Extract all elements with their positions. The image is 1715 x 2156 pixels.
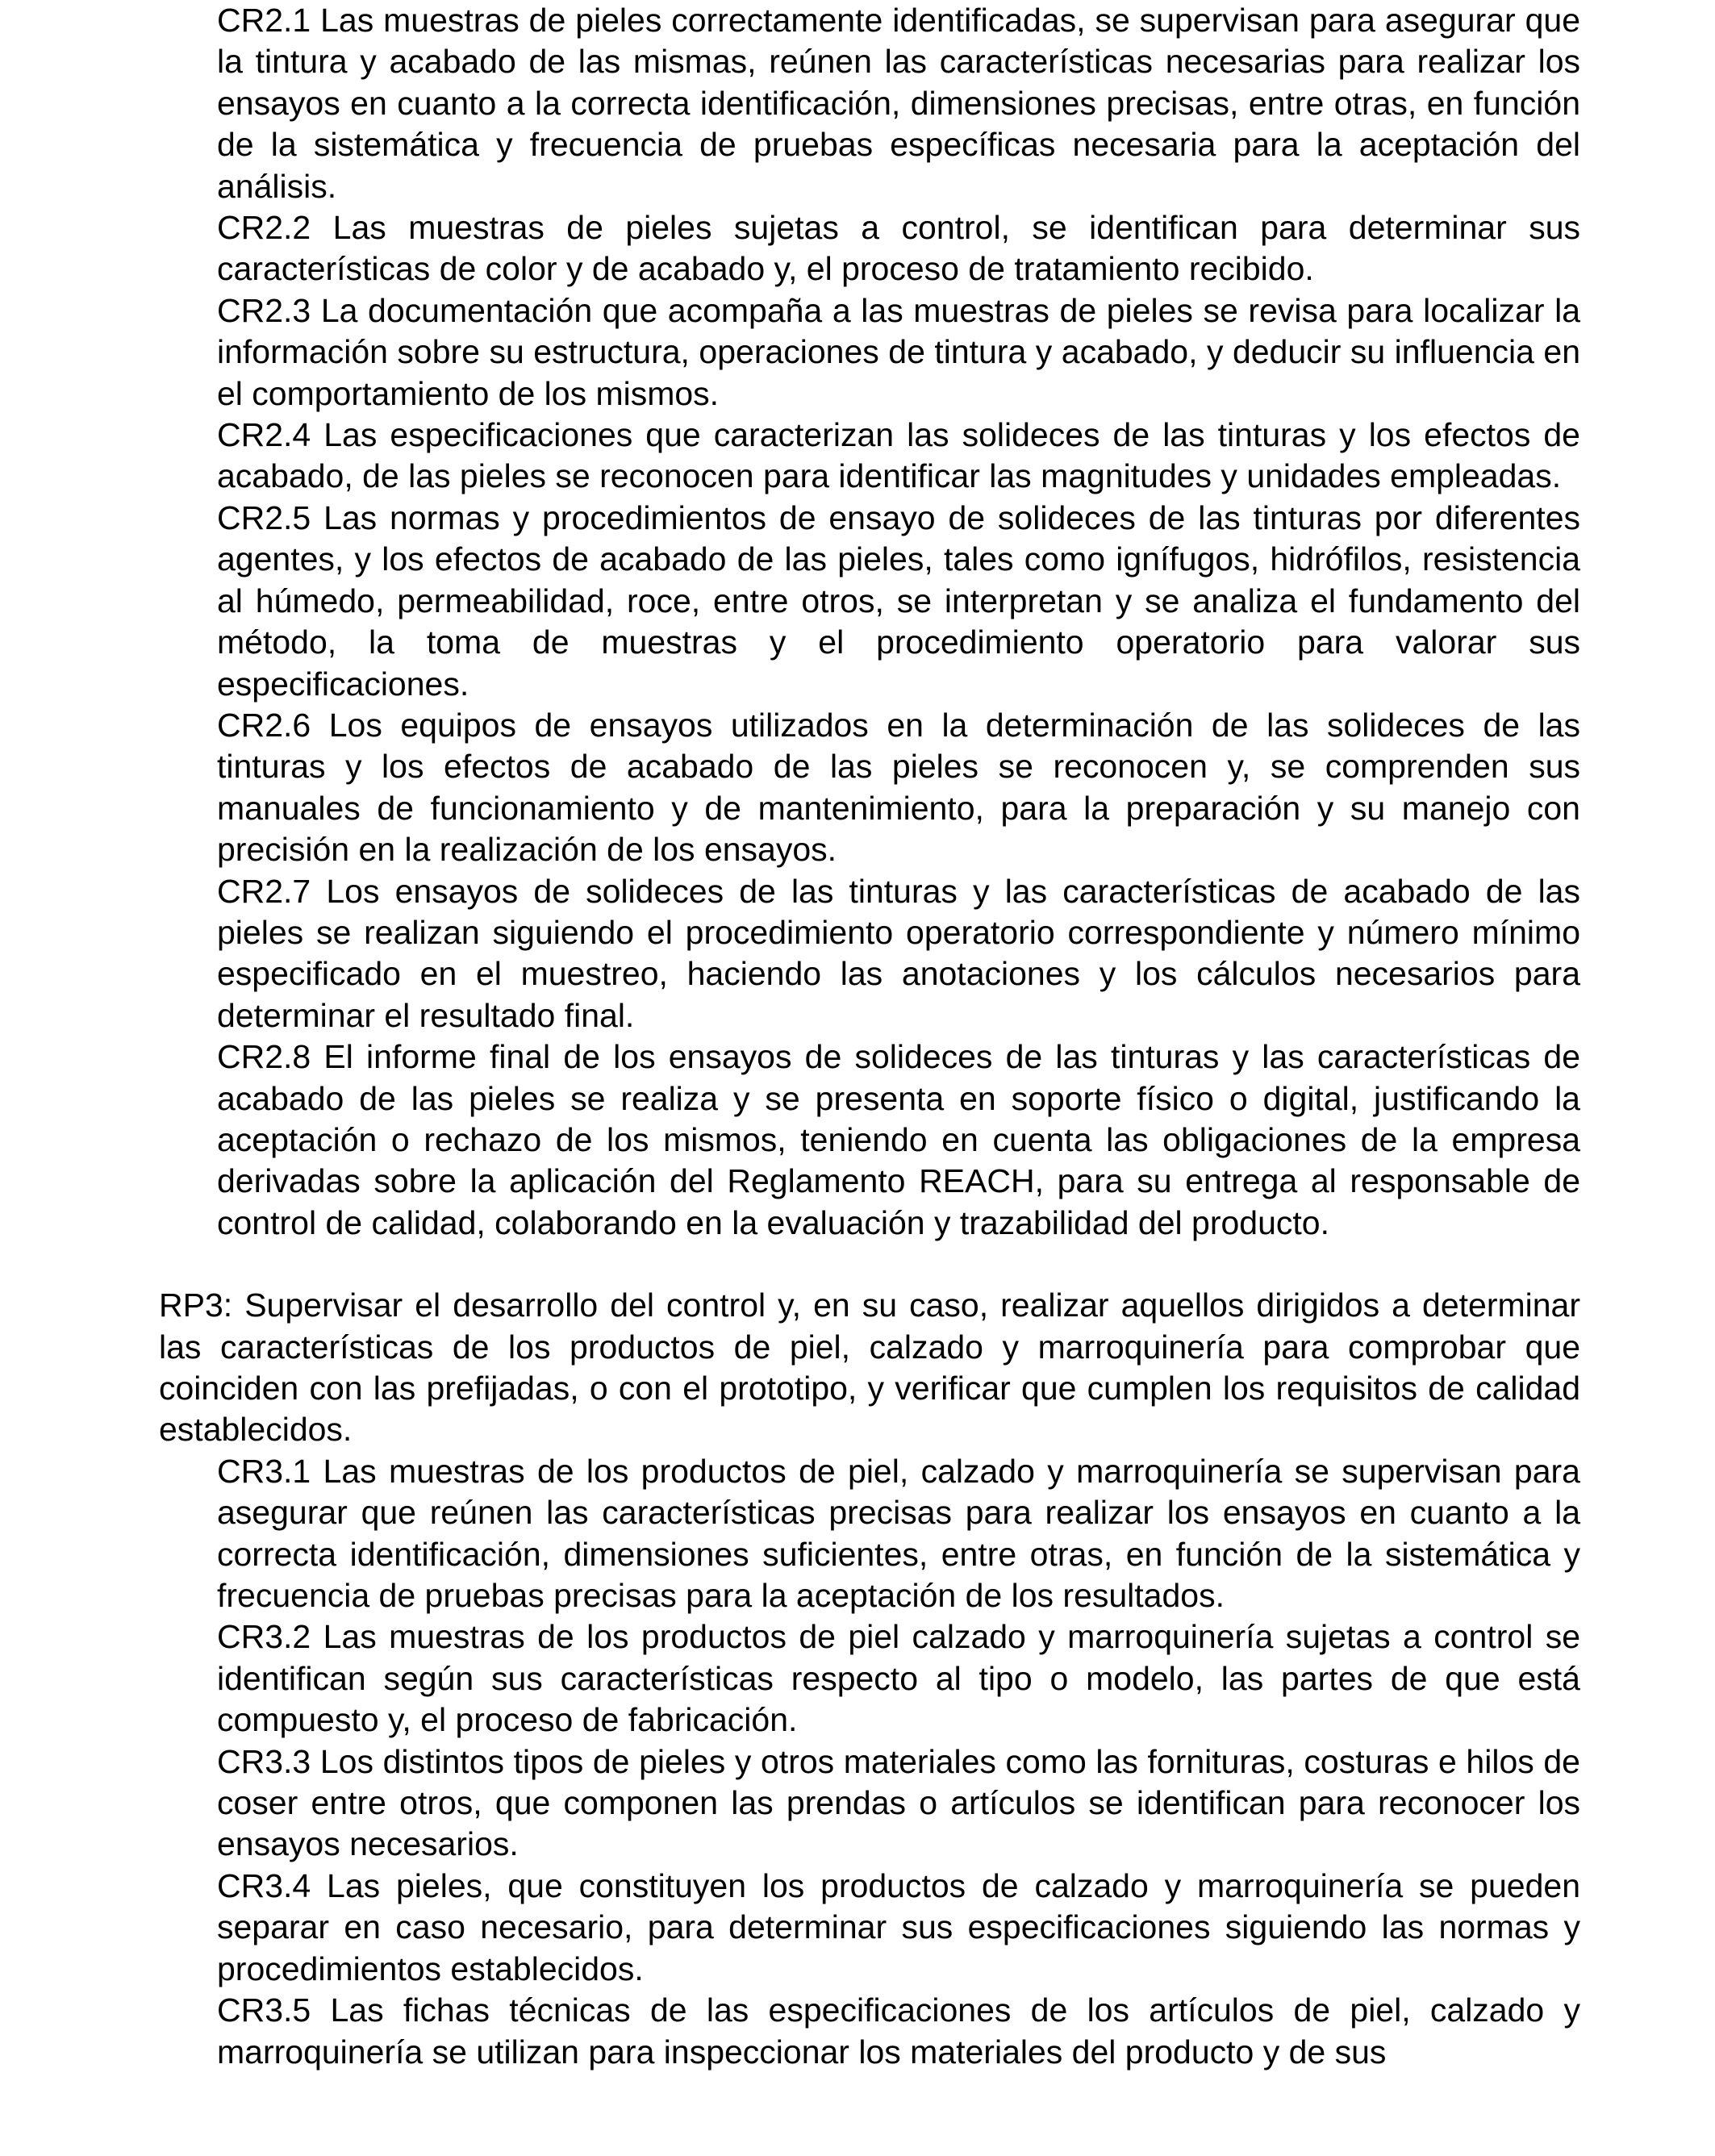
- criterion-cr2-6: CR2.6 Los equipos de ensayos utilizados en la determinación de las solideces de las tinturas y los efectos de acabado de las pieles se reconocen y, se comprenden sus manuales de funcionamiento y de mantenimiento, para la preparación y su manejo con precisión en la realización de los ensayos.: [217, 706, 1580, 869]
- criterion-cr3-3: CR3.3 Los distintos tipos de pieles y otros materiales como las fornituras, costuras e hilos de coser entre otros, que componen las prendas o artículos se identifican para reconocer los ensayos necesarios.: [217, 1742, 1580, 1863]
- criterion-cr2-3: CR2.3 La documentación que acompaña a las muestras de pieles se revisa para localizar la información sobre su estructura, operaciones de tintura y acabado, y deducir su influencia en el comportamiento de los mismos.: [217, 291, 1580, 412]
- criterion-cr2-2: CR2.2 Las muestras de pieles sujetas a control, se identifican para determinar sus características de color y de acabado y, el proceso de tratamiento recibido.: [217, 209, 1580, 288]
- criterion-cr2-1: CR2.1 Las muestras de pieles correctamente identificadas, se supervisan para asegurar que la tintura y acabado de las mismas, reúnen las características necesarias para realizar los ensayos en cuanto a la correcta identificación, dimensiones precisas, entre otras, en función de la sistemática y frecuencia de pruebas específicas necesaria para la aceptación del análisis.: [217, 2, 1580, 205]
- criterion-cr3-4: CR3.4 Las pieles, que constituyen los productos de calzado y marroquinería se pueden separar en caso necesario, para determinar sus especificaciones siguiendo las normas y procedimientos establecidos.: [217, 1866, 1580, 1987]
- criterion-cr3-2: CR3.2 Las muestras de los productos de piel calzado y marroquinería sujetas a control se identifican según sus características respecto al tipo o modelo, las partes de que está compuesto y, el proceso de fabricación.: [217, 1618, 1580, 1739]
- criterion-cr3-1: CR3.1 Las muestras de los productos de piel, calzado y marroquinería se supervisan para asegurar que reúnen las características precisas para realizar los ensayos en cuanto a la correcta identificación, dimensiones suficientes, entre otras, en función de la sistemática y frecuencia de pruebas precisas para la aceptación de los resultados.: [217, 1452, 1580, 1615]
- criterion-cr2-4: CR2.4 Las especificaciones que caracterizan las solideces de las tinturas y los efectos de acabado, de las pieles se reconocen para identificar las magnitudes y unidades empleadas.: [217, 416, 1580, 495]
- rp3-heading: RP3: Supervisar el desarrollo del control y, en su caso, realizar aquellos dirigidos a determinar las características de los productos de piel, calzado y marroquinería para comprobar que coinciden con las prefijadas, o con el prototipo, y verificar que cumplen los requisitos de calidad establecidos.: [159, 1287, 1580, 1449]
- criterion-cr3-5: CR3.5 Las fichas técnicas de las especificaciones de los artículos de piel, calzado y marroquinería se utilizan para inspeccionar los materiales del producto y de sus: [217, 1991, 1580, 2071]
- document-body: [159, 0, 1580, 2073]
- criterion-cr2-8: CR2.8 El informe final de los ensayos de solideces de las tinturas y las características de acabado de las pieles se realiza y se presenta en soporte físico o digital, justificando la aceptación o rechazo de los mismos, teniendo en cuenta las obligaciones de la empresa derivadas sobre la aplicación del Reglamento REACH, para su entrega al responsable de control de calidad, colaborando en la evaluación y trazabilidad del producto.: [217, 1038, 1580, 1241]
- criterion-cr2-7: CR2.7 Los ensayos de solideces de las tinturas y las características de acabado de las pieles se realizan siguiendo el procedimiento operatorio correspondiente y número mínimo especificado en el muestreo, haciendo las anotaciones y los cálculos necesarios para determinar el resultado final.: [217, 872, 1580, 1034]
- criterion-cr2-5: CR2.5 Las normas y procedimientos de ensayo de solideces de las tinturas por diferentes agentes, y los efectos de acabado de las pieles, tales como ignífugos, hidrófilos, resistencia al húmedo, permeabilidad, roce, entre otros, se interpretan y se analiza el fundamento del método, la toma de muestras y el procedimiento operatorio para valorar sus especificaciones.: [217, 498, 1580, 703]
